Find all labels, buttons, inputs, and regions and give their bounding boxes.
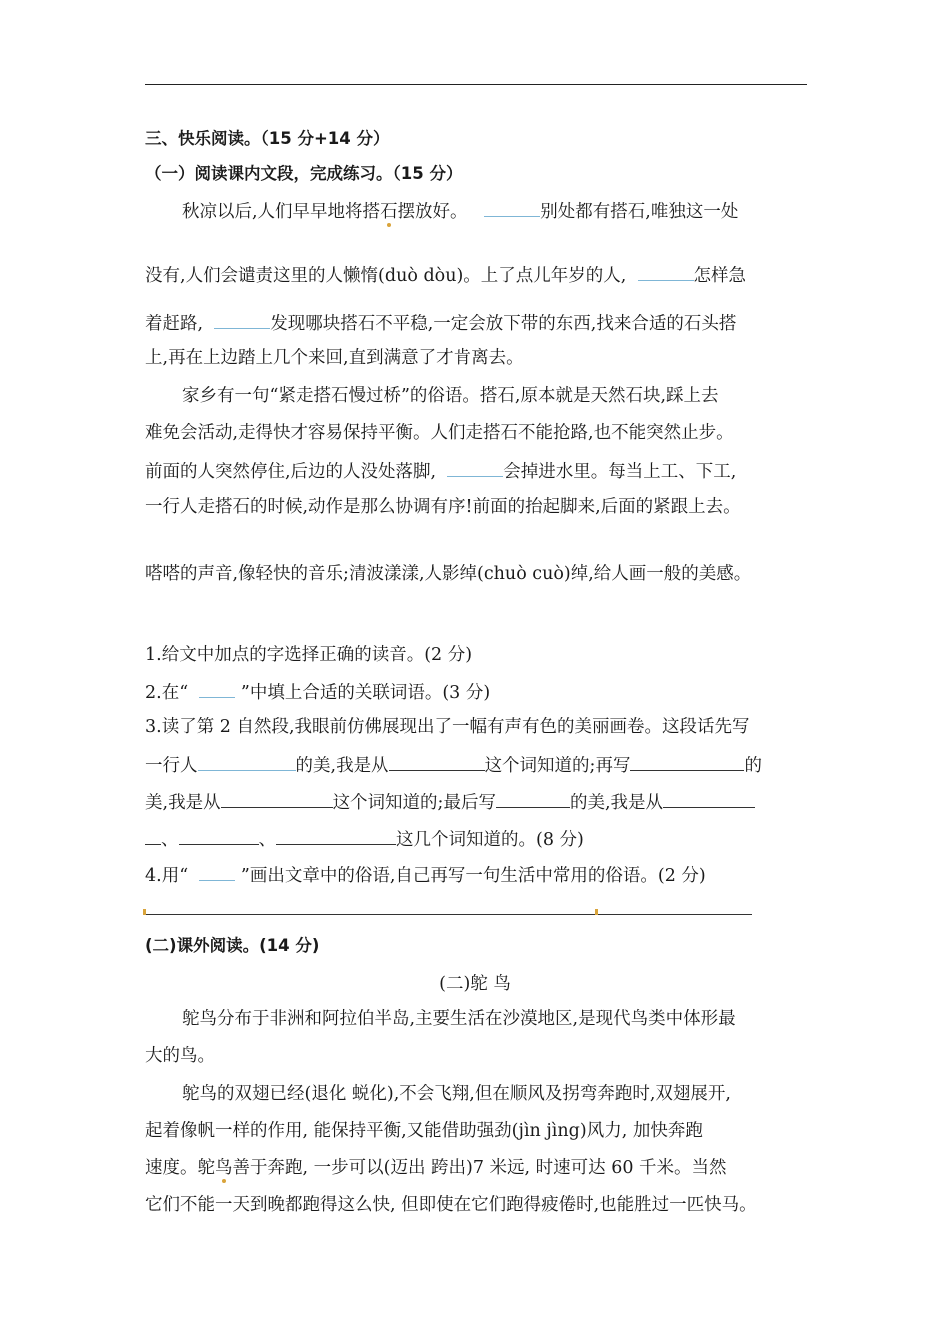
question-3: 3.读了第 2 自然段,我眼前仿佛展现出了一幅有声有色的美丽画卷。这段话先写 — [145, 717, 750, 737]
passage1-line: 前面的人突然停住,后边的人没处落脚, 会掉进水里。每当上工、下工, — [145, 458, 736, 484]
question-3: 一行人 的美,我是从 这个词知道的;再写 的 — [145, 752, 762, 778]
passage2-line: 它们不能一天到晚都跑得这么快, 但即使在它们跑得疲倦时,也能胜过一匹快马。 — [145, 1195, 757, 1215]
passage2-line: 鸵鸟分布于非洲和阿拉伯半岛,主要生活在沙漠地区,是现代鸟类中体形最 — [182, 1009, 736, 1029]
answer-line[interactable] — [598, 914, 752, 915]
part1-heading: （一）阅读课内文段，完成练习。（15 分） — [145, 164, 463, 183]
passage1-line: 难免会活动,走得快才容易保持平衡。人们走搭石不能抢路,也不能突然止步。 — [145, 423, 734, 443]
blank[interactable] — [484, 198, 540, 217]
answer-line[interactable] — [145, 914, 597, 915]
answer-blank[interactable] — [276, 826, 396, 845]
article-title: (二)鸵 鸟 — [439, 974, 511, 994]
annotation-mark — [143, 909, 146, 915]
part2-heading: (二)课外阅读。(14 分) — [145, 936, 320, 955]
passage1-line: 家乡有一句“紧走搭石慢过桥”的俗语。搭石,原本就是天然石块,踩上去 — [182, 386, 719, 406]
answer-blank[interactable] — [630, 752, 744, 771]
answer-blank[interactable] — [389, 752, 485, 771]
passage1-line: 着赶路, 发现哪块搭石不平稳,一定会放下带的东西,找来合适的石头搭 — [145, 310, 736, 336]
answer-blank[interactable] — [496, 789, 570, 808]
blank[interactable] — [199, 862, 235, 881]
answer-blank[interactable] — [145, 826, 161, 845]
passage1-line: 嗒嗒的声音,像轻快的音乐;清波漾漾,人影绰(chuò cuò)绰,给人画一般的美感。 — [145, 564, 752, 584]
question-2: 2.在“ ”中填上合适的关联词语。(3 分) — [145, 679, 490, 705]
passage1-line: 一行人走搭石的时候,动作是那么协调有序!前面的抬起脚来,后面的紧跟上去。 — [145, 497, 741, 517]
annotation-mark — [595, 909, 598, 915]
blank[interactable] — [638, 262, 694, 281]
passage2-line: 大的鸟。 — [145, 1046, 215, 1066]
passage2-line: 起着像帆一样的作用, 能保持平衡,又能借助强劲(jìn jìng)风力, 加快奔跑 — [145, 1121, 703, 1141]
dotted-char: 石 — [380, 202, 398, 222]
answer-blank[interactable] — [663, 789, 755, 808]
dotted-char: 鸟 — [215, 1158, 233, 1178]
blank[interactable] — [447, 458, 503, 477]
question-3: 美,我是从 这个词知道的;最后写 的美,我是从 — [145, 789, 755, 815]
question-3: 、 、 这几个词知道的。(8 分) — [145, 826, 584, 852]
answer-blank[interactable] — [221, 789, 333, 808]
answer-blank[interactable] — [179, 826, 259, 845]
question-1: 1.给文中加点的字选择正确的读音。(2 分) — [145, 645, 473, 665]
passage2-line: 鸵鸟的双翅已经(退化 蜕化),不会飞翔,但在顺风及拐弯奔跑时,双翅展开, — [182, 1084, 731, 1104]
passage1-line: 秋凉以后,人们早早地将搭石摆放好。 别处都有搭石,唯独这一处 — [182, 198, 738, 224]
passage1-line: 上,再在上边踏上几个来回,直到满意了才肯离去。 — [145, 348, 524, 368]
question-4: 4.用“ ”画出文章中的俗语,自己再写一句生活中常用的俗语。(2 分) — [145, 862, 706, 888]
passage2-line: 速度。鸵鸟善于奔跑, 一步可以(迈出 跨出)7 米远, 时速可达 60 千米。当然 — [145, 1158, 727, 1178]
answer-blank[interactable] — [198, 752, 296, 771]
blank[interactable] — [199, 679, 235, 698]
section-title: 三、快乐阅读。（15 分+14 分） — [145, 129, 390, 148]
blank[interactable] — [214, 310, 270, 329]
top-rule — [145, 84, 807, 85]
passage1-line: 没有,人们会谴责这里的人懒惰(duò dòu)。上了点儿年岁的人, 怎样急 — [145, 262, 746, 288]
